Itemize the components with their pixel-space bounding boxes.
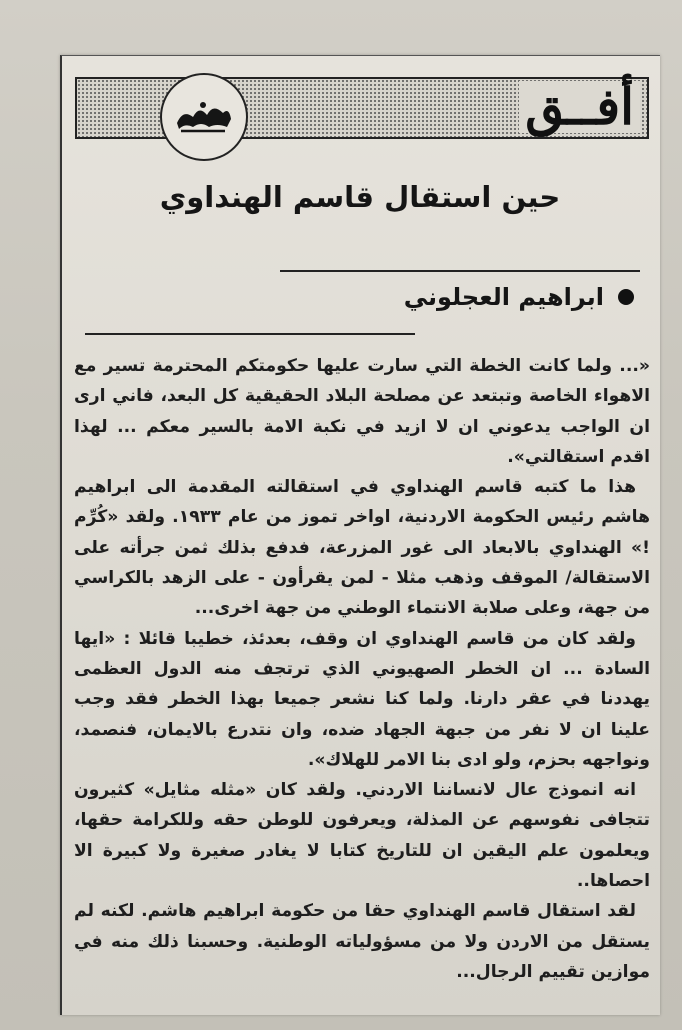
rule-top — [280, 270, 640, 272]
paragraph: انه انموذج عال لانساننا الاردني. ولقد كان «مثله مثايل» كثيرون تتجافى نفوسهم عن المذلة، ويعرفون للوطن حقه وللكرامة حقها، ويعلمون علم اليقين ان للتاريخ كتابا لا يغادر صغيرة ولا كبيرة الا احصاها.. — [74, 780, 650, 892]
article-headline: حين استقال قاسم الهنداوي — [159, 180, 561, 214]
bullet-icon — [618, 289, 634, 305]
column-name: أفــق — [519, 81, 640, 133]
jahd-emblem-icon — [160, 73, 248, 161]
paragraph: هذا ما كتبه قاسم الهنداوي في استقالته المقدمة الى ابراهيم هاشم رئيس الحكومة الاردنية، اواخر تموز من عام ١٩٣٣. ولقد «كُرِّم !» الهنداوي بالابعاد الى غور المزرعة، فدفع بذلك ثمن جرأته على الاستقالة/ الموقف وذهب مثلا - لمن يقرأون - على الزهد بالكراسي من جهة، وعلى صلابة الانتماء الوطني من جهة اخرى... — [74, 477, 650, 619]
author-name: ابراهيم العجلوني — [403, 283, 604, 311]
article-body — [74, 351, 650, 987]
paragraph: لقد استقال قاسم الهنداوي حقا من حكومة ابراهيم هاشم. لكنه لم يستقل من الاردن ولا من مسؤولياته الوطنية. وحسبنا ذلك منه في موازين تقييم الرجال... — [74, 901, 650, 982]
paragraph: ولقد كان من قاسم الهنداوي ان وقف، بعدئذ، خطيبا قائلا : «ايها السادة ... ان الخطر الصهيوني الذي ترتجف منه الدول العظمى يهددنا في عقر دارنا. ولما كنا نشعر جميعا بهذا الخطر فقد وجب علينا ان لا نفر من جبهة الجهاد ضده، وان نتدرع بالايمان، فنصمد، ونواجهه بحزم، ولو ادى بنا الامر للهلاك». — [74, 628, 650, 770]
author-row — [80, 283, 640, 311]
paragraph: «... ولما كانت الخطة التي سارت عليها حكومتكم المحترمة تسير مع الاهواء الخاصة وتبتعد عن مصلحة البلاد الحقيقية كل البعد، فاني ارى ان الواجب يدعوني ان لا ازيد في نكبة الامة بالسير معكم ... لهذا اقدم استقالتي». — [74, 356, 650, 467]
emblem-calligraphy-icon — [173, 97, 235, 137]
newspaper-clipping — [60, 55, 660, 1015]
rule-bottom — [85, 333, 415, 335]
